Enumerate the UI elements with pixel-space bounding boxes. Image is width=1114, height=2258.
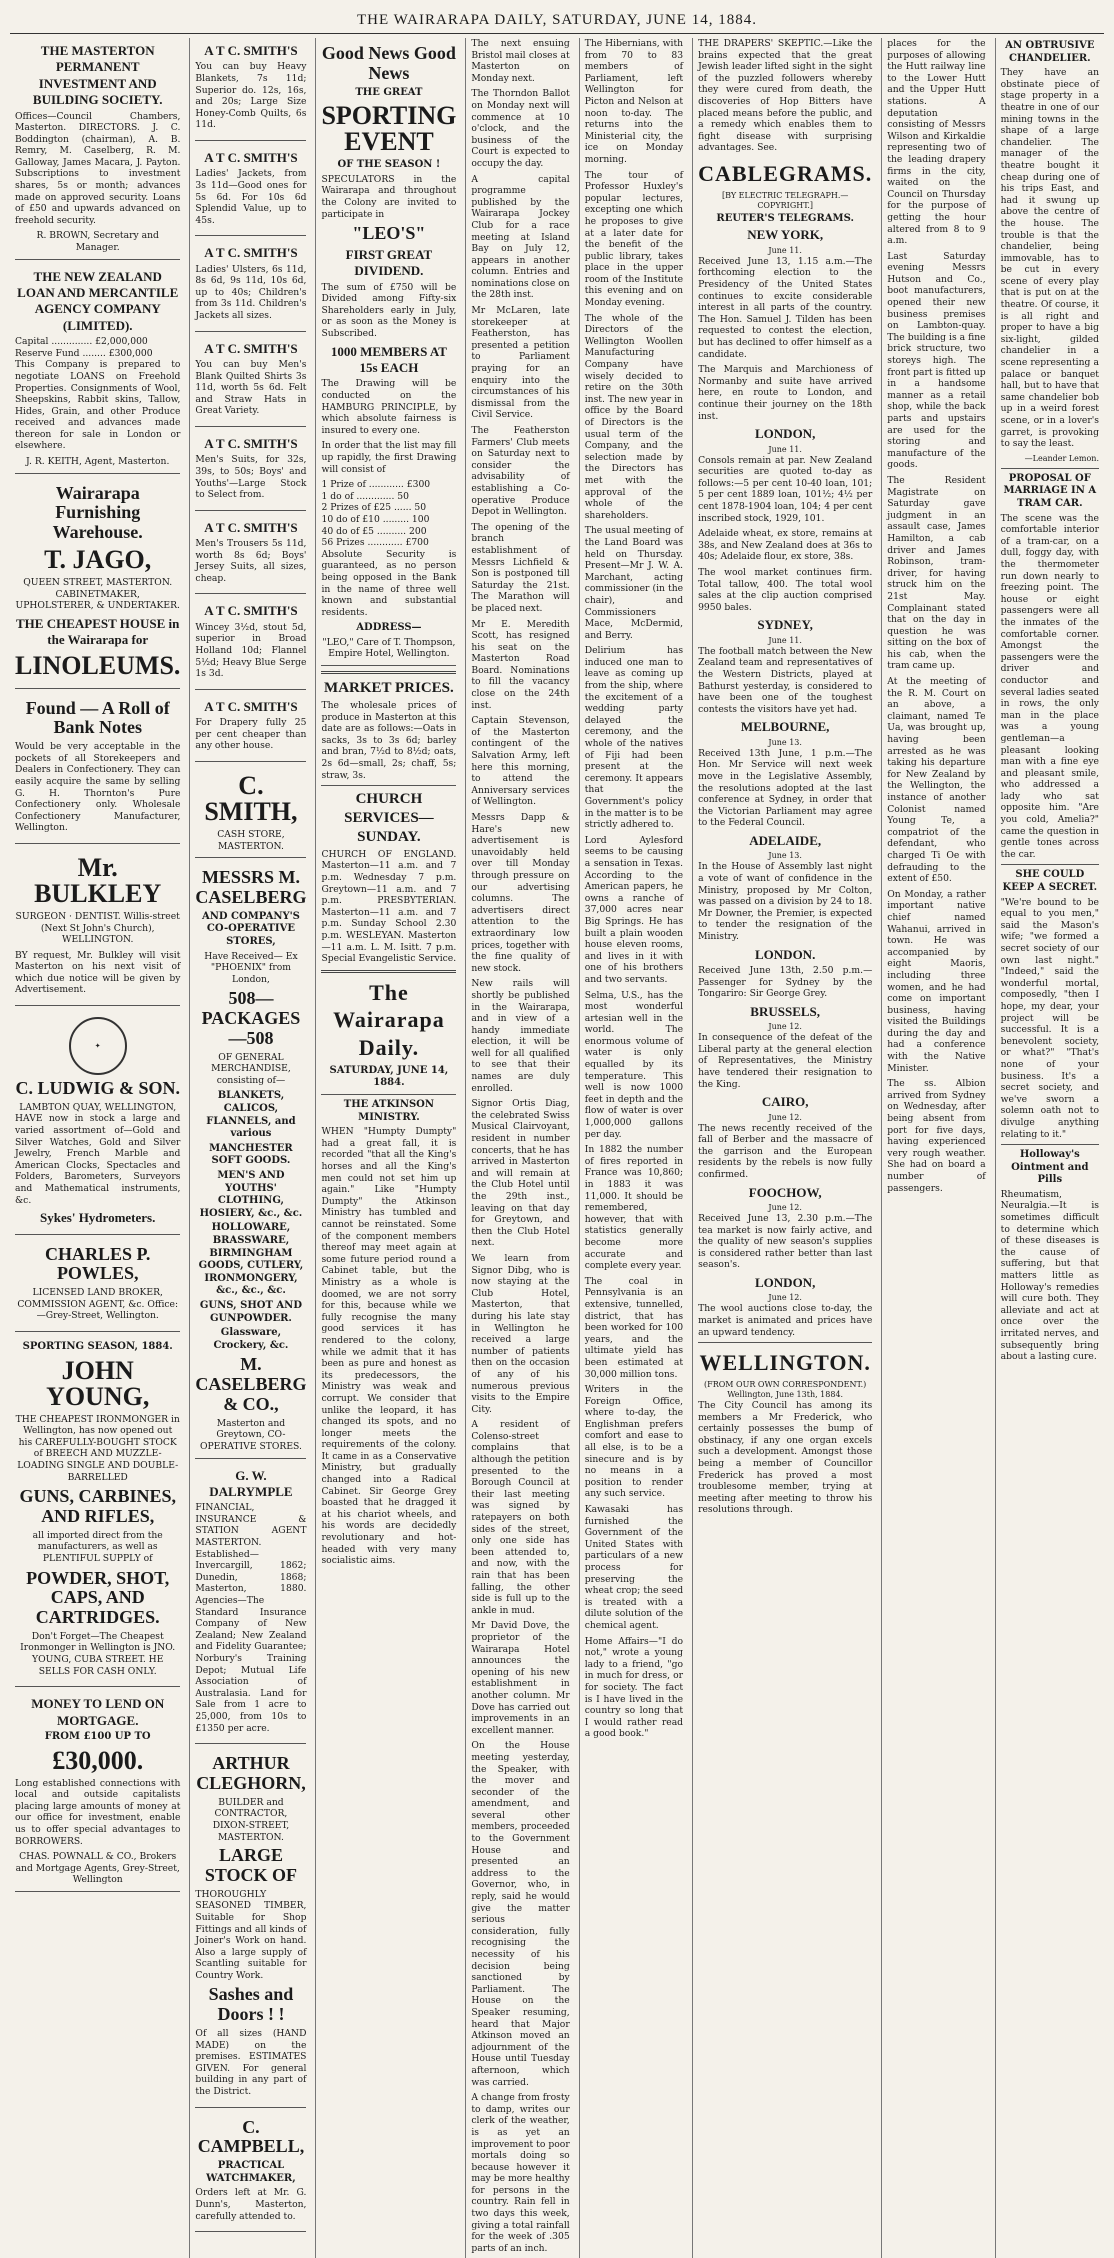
news-paragraph: Last Saturday evening Messrs Hutson and Co., boot manufacturers, opened their new business premises on Lambton-quay. The building is a fine brick structure, two storeys high. The front part is fitted up in a handsome manner as a retail shop, while the back parts and upstairs are used for the storing and manufacture of the goods. xyxy=(887,250,986,471)
dateline-date: June 12. xyxy=(768,1202,802,1212)
news-paragraph: The whole of the Directors of the Wellington Woollen Manufacturing Company have wisely decided to retire on the 30th inst. The new year in office by the Board of Directors is the usual term of the Company, and the selection made by the Directors has met with the approval of the whole of the shareholders. xyxy=(584,312,684,521)
cable-paragraph: In the House of Assembly last night a vote of want of confidence in the Ministry, proposed by Mr Colton, was passed on a division by 24 to 18. Mr Downer, the Premier, is expected to tender the resignation of the Ministry. xyxy=(698,861,873,942)
dateline-cairo: CAIRO, xyxy=(761,1094,809,1110)
ad-campbell xyxy=(195,2112,306,2233)
article-body: They have an obstinate piece of stage property in a theatre in one of our mining towns in the shape of a large chandelier. The manager of the theatre bought it cheap during one of his trips East, and had it swung up above the centre of the house. The trouble is that the chandelier, being immovable, has to be cut in every scene of every play that is put on at the theatre. Of course, it is all right and proper to have a big six-light, gilded chandelier in a scene representing a palace or banquet hall, but to have that same chandelier bob up in a weird forest scene, or in a lover's garret, is provoking to say the least. xyxy=(1000,67,1099,450)
ad-powles xyxy=(15,1239,180,1332)
ad-product: POWDER, SHOT, CAPS, AND CARTRIDGES. xyxy=(26,1567,170,1628)
ad-body: Orders left at Mr. G. Dunn's, Masterton, carefully attended to. xyxy=(195,2187,307,2222)
column-8 xyxy=(995,38,1104,2258)
ad-body: Would be very acceptable in the pockets of all Storekeepers and Dealers in Confectionery. They can easily acquire the same by selling G. H. Thornton's Pure Confectionery only. Wholesale Confectionery Manufacturer, Wellington. xyxy=(15,741,181,834)
news-paragraph: The Featherston Farmers' Club meets on Saturday next to consider the advisability of establishing a Co-operative Produce Depot in Wellington. xyxy=(471,425,570,518)
ad-body: Wincey 3½d, stout 5d, superior in Broad Holland 10d; Flannel 5½d; Heavy Blue Serge 1s 3d. xyxy=(195,621,307,680)
ad-list-item: HOLLOWARE, BRASSWARE, BIRMINGHAM GOODS, CUTLERY, IRONMONGERY, &c., &c., &c. xyxy=(198,1222,304,1297)
ad-heading: A T C. SMITH'S xyxy=(204,435,298,451)
ad-body: Absolute Security is guaranteed, as no person being opposed in the Bank in the name of three well known and substantial residents. xyxy=(321,548,457,618)
ad-smith-ulsters xyxy=(195,240,306,331)
ad-list-item: BLANKETS, CALICOS, FLANNELS, and various xyxy=(206,1090,296,1140)
wellington-date: Wellington, June 13th, 1884. xyxy=(727,1390,844,1400)
dateline-foochow: FOOCHOW, xyxy=(748,1184,822,1200)
ad-heading: A T C. SMITH'S xyxy=(204,519,298,535)
ad-smith-blankets xyxy=(195,38,306,141)
ad-money-to-lend xyxy=(15,1691,180,1892)
cable-paragraph: Adelaide wheat, ex store, remains at 38s, and New Zealand does at 36s to 40s; Adelaide flour, ex store, 38s. xyxy=(698,528,873,563)
news-paragraph: The tour of Professor Huxley's popular lectures, excepting one which he proposes to give at a later date for the benefit of the public library, takes place in the upper room of the Institute this evening and on Monday evening. xyxy=(584,169,684,309)
ad-name: G. W. DALRYMPLE xyxy=(209,1467,293,1499)
ad-body: The sum of £750 will be Divided among Fifty-six Shareholders early in July, or as soon as the Money is Subscribed. xyxy=(321,281,457,340)
ad-product: Sashes and Doors ! ! xyxy=(208,1984,294,2025)
news-paragraph: The opening of the branch establishment of Messrs Lichfield & Son is postponed till Saturday the 21st. The Marathon will be placed next. xyxy=(471,521,570,614)
ad-caselberg xyxy=(195,862,306,1458)
dateline-london: LONDON. xyxy=(755,946,816,962)
seal-emblem-icon: ✦ xyxy=(69,1017,127,1075)
ad-heading: Good News Good News xyxy=(321,43,456,83)
ad-signature: CHAS. POWNALL & CO., Brokers and Mortgage Agents, Grey-Street, Wellington xyxy=(15,1851,180,1886)
ad-body: You can buy Heavy Blankets, 7s 11d; Superior do. 12s, 16s, and 20s; Large Size Honey-Comb Quilts, 6s 11d. xyxy=(195,61,307,131)
ad-body: Of all sizes (HAND MADE) on the premises. ESTIMATES GIVEN. For general building in any part of the District. xyxy=(195,2028,307,2098)
prize-row: 1 do of ............. 50 xyxy=(321,490,409,502)
ad-address: "LEO," Care of T. Thompson, Empire Hotel, Wellington. xyxy=(322,636,456,660)
ad-amount: £30,000. xyxy=(52,1745,144,1775)
wellington-heading: WELLINGTON. xyxy=(699,1350,871,1376)
ad-subheading: THE GREAT xyxy=(355,86,423,98)
ad-name: ARTHUR CLEGHORN, xyxy=(196,1753,306,1793)
ad-list-item: GUNS, SHOT AND GUNPOWDER. xyxy=(199,1299,302,1324)
news-paragraph: A capital programme published by the Wairarapa Jockey Club for a race meeting at Island Bay on July 12, appears in another column. Entries and nominations close on the 28th inst. xyxy=(471,173,570,301)
ad-body: OF GENERAL MERCHANDISE, consisting of— xyxy=(211,1051,291,1086)
news-paragraph: Mr David Dove, the proprietor of the Wairarapa Hotel announces the opening of his new establishment in another column. Mr Dove has carried out improvements in an excellent manner. xyxy=(471,1620,570,1736)
article-heading: SHE COULD KEEP A SECRET. xyxy=(1002,869,1098,894)
cablegrams-agency: REUTER'S TELEGRAMS. xyxy=(716,212,854,224)
ad-smith-store xyxy=(195,766,306,858)
news-paragraph: The coal in Pennsylvania is an extensive, tunnelled, district, that has been worked for 100 years, and the ultimate yield has been estimated at 30,000 million tons. xyxy=(584,1275,684,1380)
dateline-brussels: BRUSSELS, xyxy=(750,1003,821,1019)
ad-heading: LARGE STOCK OF xyxy=(204,1845,298,1885)
ad-body: FINANCIAL, INSURANCE & STATION AGENT MASTERTON. Established—Invercargill, 1862; Dunedin, 1868; Masterton, 1880. Agencies—The Standard Insurance Company of New Zealand; New Zealand and Fidelity Guarantee; Norbury's Training Depot; Mutual Life Association of Australasia. Land for Sale from 1 acre to 25,000, from 10s to £1350 per acre. xyxy=(195,1502,307,1734)
column-2 xyxy=(189,38,311,2258)
news-paragraph: A resident of Colenso-street complains that although the petition presented to the Borough Council at their last meeting was signed by ratepayers on both sides of the street, only one side has been attended to, and now, with the rain that has been falling, the other side is full up to the ankle in mud. xyxy=(471,1419,570,1616)
prize-row: 10 do of £10 ......... 100 xyxy=(321,513,430,525)
news-paragraph: Home Affairs—"I do not," wrote a young lady to a friend, "go in much for dress, or for society. The fact is I have lived in the country so long that I would rather read a good book." xyxy=(584,1635,684,1740)
columns xyxy=(10,38,1104,2254)
dateline-date: June 13. xyxy=(768,851,802,861)
ad-smith-wincey xyxy=(195,598,306,689)
cablegrams-subheading: [BY ELECTRIC TELEGRAPH.—COPYRIGHT.] xyxy=(721,190,849,210)
ad-loan-agency xyxy=(15,264,180,474)
ad-cleghorn xyxy=(195,1748,306,2107)
ad-list-item: MEN'S AND YOUTHS' CLOTHING, HOSIERY, &c., &c. xyxy=(199,1170,303,1219)
ad-from: FROM £100 UP TO xyxy=(44,1731,151,1743)
news-paragraph: At the meeting of the R. M. Court on an above, a claimant, named Te Ua, was brought up, having been arrested as he was taking his departure for New Zealand by the Wellington, the instance of another Colonist named Young Te, a compatriot of the defendant, who charged Ti Oe with defrauding to the extent of £50. xyxy=(887,676,986,885)
ad-body: You can buy Men's Blank Quilted Shirts 3s 11d, worth 5s 6d. Felt and Straw Hats in Great Variety. xyxy=(195,359,307,417)
news-paragraph: Mr E. Meredith Scott, has resigned his seat on the Masterton Road Board. Nominations to fill the vacancy close on the 24th inst. xyxy=(471,618,570,711)
cable-paragraph: The wool market continues firm. Total tallow, 400. The total wool sales at the clip auction comprised 9950 bales. xyxy=(698,566,873,613)
article-heading: AN OBTRUSIVE CHANDELIER. xyxy=(1005,40,1095,64)
ad-name: CHARLES P. POWLES, xyxy=(45,1243,151,1284)
ad-body: For Drapery fully 25 per cent cheaper than any other house. xyxy=(195,717,307,752)
cable-paragraph: The football match between the New Zealand team and representatives of the Western Districts, played at Bathurst yesterday, is considered to have been one of the toughest contests the visitors have yet had. xyxy=(698,645,873,715)
news-paragraph: Messrs Dapp & Hare's new advertisement is unavoidably held over till Monday through pressure on our advertising columns. The advertisers direct attention to the extraordinary low prices, together with the fine quality of new stock. xyxy=(471,812,570,974)
news-paragraph: places for the purposes of allowing the Hutt railway line to the Lower Hutt and the Upper Hutt stations. A deputation consisting of Messrs Wilson and Kirkaldie representing two of the leading drapery firms in the city, waited on the Council on Thursday for the purpose of getting the hour altered from 8 to 9 a.m. xyxy=(887,38,986,247)
column-5 xyxy=(579,38,688,2258)
ad-name: "LEO'S" xyxy=(352,223,426,244)
ad-body: LICENSED LAND BROKER, COMMISSION AGENT, &c. Office:—Grey-Street, Wellington. xyxy=(17,1287,179,1322)
ad-heading: A T C. SMITH'S xyxy=(204,43,298,58)
market-prices-heading: MARKET PRICES. xyxy=(324,680,454,697)
dateline-date: June 11. xyxy=(768,245,802,255)
leader-body: WHEN "Humpty Dumpty" had a great fall, it is recorded "that all the King's horses and all the King's men could not set him up again." Like "Humpty Dumpty" the Atkinson Ministry has tumbled and cannot be reinstated. Some of the component members thereof may meet again at some future period round a Cabinet table, but the Ministry as a whole is doomed, we are not sorry for this, because while we fully recognise the many good services it has rendered to the colony, while we admit that it has been as pure and honest as its predecessors, the Ministry was weak and corrupt. We consider that unlike the leopard, it has changed its spots, and no longer meets the requirements of the colony. It came in as a Conservative Ministry, but gradually changed into a Radical Cabinet. Sir George Grey boasted that he dragged it at his chariot wheels, and his words are decidedly revolutionary and hot-headed with very many socialistic aims. xyxy=(321,1126,457,1567)
ad-dentist xyxy=(15,848,180,1006)
ad-name: C. SMITH, xyxy=(204,770,298,826)
news-paragraph: Delirium has induced one man to leave as coming up from the ship, where the excitement of a wedding party delayed the ceremony, and the whole of the natives of Fiji had been present at the ceremony. It appears that the Government's policy in the matter is to be strictly adhered to. xyxy=(584,645,684,831)
news-paragraph: In 1882 the number of fires reported in France was 10,860; in 1883 it was 11,000. It should be remembered, however, that with statistics generally become more accurate and complete every year. xyxy=(584,1144,684,1272)
ad-body: Long established connections with local and outside capitalists placing large amounts of money at our office for investment, enable us to offer special advantages to BORROWERS. xyxy=(15,1777,181,1847)
ad-body: Men's Suits, for 32s, 39s, to 50s; Boys' and Youths'—Large Stock to Select from. xyxy=(195,454,307,501)
article-heading: PROPOSAL OF MARRIAGE IN A TRAM CAR. xyxy=(1003,472,1097,510)
ad-body: THE CHEAPEST IRONMONGER in Wellington, has now opened out his CAREFULLY-BOUGHT STOCK of BREECH AND MUZZLE-LOADING SINGLE AND DOUBLE-BARRELLED xyxy=(15,1413,180,1483)
wellington-paragraph: The City Council has among its members a Mr Frederick, who certainly possesses the bump of obstinacy, if any one organ excels such a development. Amongst those being a member of Councillor Frederick has proved a most troublesome member, trying at meeting after meeting to throw his resolutions through. xyxy=(698,1400,873,1516)
dateline-london: LONDON, xyxy=(755,426,816,442)
ad-smith-trousers xyxy=(195,515,306,595)
ad-footer: Don't Forget—The Cheapest Ironmonger in Wellington is JNO. YOUNG, CUBA STREET. HE SELLS FOR CASH ONLY. xyxy=(20,1630,176,1677)
dateline-london: LONDON, xyxy=(755,1275,816,1290)
dateline-date: June 13. xyxy=(768,737,802,747)
ad-list-item: Glassware, Crockery, &c. xyxy=(213,1327,289,1351)
ad-subheading: FIRST GREAT DIVIDEND. xyxy=(345,246,433,279)
ad-list-item: MANCHESTER SOFT GOODS. xyxy=(209,1142,293,1167)
news-paragraph: The next ensuing Bristol mail closes at Masterton on Monday next. xyxy=(471,38,570,84)
ad-heading: A T C. SMITH'S xyxy=(204,245,298,261)
article-body: The scene was the comfortable interior of a tram-car, on a dull, foggy day, with the thermometer run down nearly to freezing point. The house or eight passengers were all the inmates of the comfortable corner. Amongst the passengers were the driver and conductor and several ladies seated in rows, the only man in the place was a young gentleman—a pleasant looking man with a fine eye and pleasant smile, who addressed a lady who sat opposite him. "Are you cold, Amelia?" came the question in gentle tones across the car. xyxy=(1000,512,1099,860)
dateline-melbourne: MELBOURNE, xyxy=(740,719,830,735)
ad-signature: J. R. KEITH, Agent, Masterton. xyxy=(26,456,170,468)
column-7 xyxy=(881,38,990,2258)
market-prices-body: The wholesale prices of produce in Masterton at this date are as follows:—Oats in sacks, 3s to 3s 6d; barley and bran, 7½d to 8½d; oats, 2s 6d—small, 2s; chaff, 5s; straw, 3s. xyxy=(321,699,457,781)
dateline-adelaide: ADELAIDE, xyxy=(749,832,822,848)
news-paragraph: A change from frosty to damp, writes our clerk of the weather, is as yet an improvement to poor mortals doing so because however it may be more healthy for persons in the country. Rain fell in two days this week, giving a total rainfall for the week of .305 parts of an inch. xyxy=(471,2092,570,2254)
news-paragraph: The usual meeting of the Land Board was held on Thursday. Present—Mr J. W. A. Marchant, acting commissioner (in the chair), and Commissioners Mace, McDermid, and Berry. xyxy=(584,525,684,641)
news-paragraph: Signor Ortis Diag, the celebrated Swiss Musical Clairvoyant, resident in number concerts, that he has arrived in Masterton and will remain at the Club Hotel until the 29th inst., leaving on that day for Greytown, and then the Club Hotel next. xyxy=(471,1098,570,1249)
cable-paragraph: The wool auctions close to-day, the market is animated and prices have an upward tendency. xyxy=(698,1303,873,1338)
ad-agency: Sykes' Hydrometers. xyxy=(40,1210,156,1226)
church-services-body: CHURCH OF ENGLAND. Masterton—11 a.m. and 7 p.m. Wednesday 7 p.m. Greytown—11 a.m. and 7 p.m. PRESBYTERIAN. Masterton—11 a.m. and 7 p.m. Sunday School 2.30 p.m. WESLEYAN. Masterton—11 a.m. L. M. Isitt. 7 p.m. Special Evangelistic Service. xyxy=(321,848,457,965)
article-body: "We're bound to be equal to you men," said the Mason's wife; "we formed a secret society of our own last night." "Indeed," said the wonderful mortal, composedly, "then I hope, my dear, your project will be successful. It is a benevolent society, or what?" "That's none of your business. It's a secret society, and we've sworn a solemn oath not to divulge anything relating to it." xyxy=(1000,896,1099,1140)
wellington-subheading: (FROM OUR OWN CORRESPONDENT.) xyxy=(704,1379,867,1389)
ad-heading: A T C. SMITH'S xyxy=(204,698,298,714)
ad-heading: A T C. SMITH'S xyxy=(204,149,298,165)
prize-row: 40 do of £5 .......... 200 xyxy=(321,525,427,537)
ad-name: JOHN YOUNG, xyxy=(46,1355,150,1411)
ad-heading: Holloway's Ointment and Pills xyxy=(1011,1149,1089,1186)
prize-note: In order that the list may fill up rapidly, the first Drawing will consist of xyxy=(321,440,457,475)
dateline-new-york: NEW YORK, xyxy=(747,227,824,243)
prize-row: 1 Prize of ............ £300 xyxy=(321,479,431,491)
ad-ludwig xyxy=(15,1010,180,1235)
masthead xyxy=(10,6,1104,34)
ad-note: BY request, Mr. Bulkley will visit Masterton on his next visit of which due notice will be given by Advertisement. xyxy=(15,949,181,996)
ad-address: CASH STORE, MASTERTON. xyxy=(217,828,285,852)
leader-heading: THE ATKINSON MINISTRY. xyxy=(343,1099,435,1123)
news-paragraph: Selma, U.S., has the most wonderful artesian well in the world. The enormous volume of water is only equalled by its temperature. This well is now 1000 feet in depth and the flow of water is over 1,000,000 gallons per day. xyxy=(584,989,684,1140)
ad-smith-jackets xyxy=(195,145,306,236)
dateline-sydney: SYDNEY, xyxy=(757,617,813,633)
ad-body: QUEEN STREET, MASTERTON. CABINETMAKER, UPHOLSTERER, & UNDERTAKER. xyxy=(15,577,180,612)
news-paragraph: THE DRAPERS' SKEPTIC.—Like the brains expected that the great Jewish leader lifted sight in the sight of the puzzled followers whereby they were cured from death, the discoveries of Hop Bitters have placed means before the public, and a remedy which enables them to fight disease with surprising advantages. See. xyxy=(698,38,873,154)
news-paragraph: Lord Aylesford seems to be causing a sensation in Texas. According to the American papers, he owns a ranche of 37,000 acres near Big Springs. He has built a plain wooden house eleven rooms, and lives in it with one of his brothers and two servants. xyxy=(584,834,684,985)
ad-heading: Found — A Roll of Bank Notes xyxy=(25,697,170,738)
ad-name: C. CAMPBELL, xyxy=(197,2116,305,2157)
ad-heading: A T C. SMITH'S xyxy=(204,603,298,619)
ad-furnishing xyxy=(15,478,180,689)
news-paragraph: The Hibernians, with from 70 to 83 members of Parliament, left Wellington for Picton and Nelson at noon to-day. The returns into the Ministerial city, the ice on Monday morning. xyxy=(584,38,684,165)
column-4 xyxy=(465,38,574,2258)
news-paragraph: We learn from Signor Dibg, who is now staying at the Club Hotel, Masterton, that during his late stay in Wellington he received a large number of patients then on the occasion of any of his numerous previous visits to the Empire City. xyxy=(471,1252,570,1415)
ad-product: LINOLEUMS. xyxy=(15,650,181,680)
news-paragraph: The ss. Albion arrived from Sydney on Wednesday, after being absent from port for five days, having experienced very rough weather. She had on board a number of passengers. xyxy=(887,1078,986,1194)
masthead-title: THE WAIRARAPA DAILY, SATURDAY, JUNE 14, 1884. xyxy=(357,12,757,28)
ad-season: SPORTING SEASON, 1884. xyxy=(22,1340,173,1352)
dateline-date: June 11. xyxy=(768,635,802,645)
ad-subheading: AND COMPANY'S CO-OPERATIVE STORES, xyxy=(201,910,300,947)
ad-heading: Wairarapa Furnishing Warehouse. xyxy=(52,482,143,543)
column-1 xyxy=(10,38,185,2258)
news-paragraph: Captain Stevenson, of the Masterton contingent of the Salvation Army, left here this morning, to attend the Anniversary services of Wellington. xyxy=(471,715,570,808)
cable-paragraph: The Marquis and Marchioness of Normanby and suite have arrived here, en route to London, and continue their journey on the 18th inst. xyxy=(698,364,873,422)
ad-smith-drapery xyxy=(195,694,306,762)
ad-address: Masterton and Greytown, CO-OPERATIVE STORES. xyxy=(199,1417,302,1452)
ad-bank-notes xyxy=(15,693,180,844)
news-paragraph: On the House meeting yesterday, the Speaker, with the mover and seconder of the amendment, and several other members, proceeded to the Government House and presented an address to the Governor, who, in reply, said he would give the matter serious consideration, fully recognising the necessity of his decision being sanctioned by Parliament. The House on the Speaker resuming, heard that Major Atkinson moved an adjournment of the House until Tuesday afternoon, which was carried. xyxy=(471,1740,570,2088)
ad-body: This Company is prepared to negotiate LOANS on Freehold Properties. Consignments of Wool, Sheepskins, Rabbit skins, Tallow, Hides, Grain, and other Produce received and advances made thereon for sale in London or elsewhere. xyxy=(15,359,181,452)
cablegrams-heading: CABLEGRAMS. xyxy=(698,160,873,186)
news-paragraph: The Thorndon Ballot on Monday next will commence at 10 o'clock, and the business of the Court is expected to occupy the day. xyxy=(471,88,570,169)
ad-address: LAMBTON QUAY, WELLINGTON, xyxy=(19,1101,177,1113)
ad-body: Men's Trousers 5s 11d, worth 8s 6d; Boys' Jersey Suits, all sizes, cheap. xyxy=(195,538,307,584)
article-signature: —Leander Lemon. xyxy=(1024,453,1099,463)
ad-john-young xyxy=(15,1336,180,1687)
news-paragraph: Kawasaki has furnished the Government of the United States with particulars of a new process for preserving the wheat crop; the seed is treated with a dilute solution of the chemical agent. xyxy=(584,1504,684,1631)
ad-body: BUILDER and CONTRACTOR, DIXON-STREET, MASTERTON. xyxy=(212,1796,290,1843)
ad-name: Mr. BULKLEY xyxy=(34,852,162,908)
prize-list xyxy=(321,479,456,549)
ad-name: T. JAGO, xyxy=(44,545,152,575)
ad-body: THOROUGHLY SEASONED TIMBER, Suitable for Shop Fittings and all kinds of Joiner's Work on hand. Also a large supply of Scantling suitable for Country Work. xyxy=(195,1888,307,1981)
dateline-date: June 12. xyxy=(768,1293,802,1303)
ad-tagline: THE CHEAPEST HOUSE in the Wairarapa for xyxy=(16,615,180,648)
cable-paragraph: In consequence of the defeat of the Liberal party at the general election of Representatives, the Ministry have tendered their resignation to the King. xyxy=(698,1032,873,1090)
cable-paragraph: The news recently received of the fall of Berber and the massacre of the garrison and the European residents by the rebels is now fully confirmed. xyxy=(698,1122,873,1180)
paper-title: The Wairarapa Daily. xyxy=(333,979,445,1061)
ad-heading: A T C. SMITH'S xyxy=(204,340,298,356)
column-3 xyxy=(315,38,461,2258)
church-services-heading: CHURCH SERVICES—SUNDAY. xyxy=(344,791,434,845)
ad-product: GUNS, CARBINES, AND RIFLES, xyxy=(19,1486,176,1526)
ad-leo-sweep xyxy=(321,38,456,666)
dateline-date: June 12. xyxy=(768,1112,802,1122)
news-paragraph: Mr McLaren, late storekeeper at Featherston, has presented a petition to Parliament praying for an enquiry into the circumstances of his dismissal from the Civil Service. xyxy=(471,305,570,421)
ad-name: C. LUDWIG & SON. xyxy=(15,1078,180,1099)
dateline-date: June 11. xyxy=(768,444,802,454)
ad-body: SURGEON · DENTIST. Willis-street (Next St John's Church), WELLINGTON. xyxy=(15,910,180,946)
news-paragraph: Writers in the Foreign Office, where to-day, the Englishman prefers comfort and ease to all else, is to be a sinecure and is by no means in a position to render any such service. xyxy=(584,1384,684,1500)
ad-heading: MESSRS M. CASELBERG xyxy=(195,867,307,907)
ad-capital: Capital .............. £2,000,000 xyxy=(15,336,148,348)
ad-body: Ladies' Jackets, from 3s 11d—Good ones for 5s 6d. For 10s 6d Splendid Value, up to 45s. xyxy=(195,168,307,226)
ad-smith-suits xyxy=(195,431,306,511)
ad-body: Rheumatism, Neuralgia.—It is sometimes difficult to determine which of these diseases is the cause of suffering, but that matters little as Holloway's remedies will cure both. They alleviate and act at once over the irritated nerves, and subsequently bring about a lasting cure. xyxy=(1000,1188,1099,1363)
cable-paragraph: Received June 13, 2.30 p.m.—The tea market is now fairly active, and the quality of new season's supplies is considered rather better than last season's. xyxy=(698,1213,873,1271)
ad-body: all imported direct from the manufacturers, as well as PLENTIFUL SUPPLY of xyxy=(32,1529,163,1564)
ad-subheading: OF THE SEASON ! xyxy=(337,159,441,171)
prize-row: 2 Prizes of £25 ...... 50 xyxy=(321,502,427,514)
cable-paragraph: Received June 13, 1.15 a.m.—The forthcoming election to the Presidency of the United States continues to excite considerable interest in all parts of the country. The Hon. Samuel J. Tilden has been requested to contest the election, but has declined to offer himself as a candidate. xyxy=(698,255,873,360)
ad-building-society xyxy=(15,38,180,260)
ad-body: HAVE now in stock a large and varied assortment of—Gold and Silver Watches, Gold and Silver Jewelry, French Marble and American Clocks, Spectacles and Folders, Barometers, Surveyors and Mathematical instruments, &c. xyxy=(15,1113,181,1206)
ad-heading: THE NEW ZEALAND LOAN AND MERCANTILE AGENCY COMPANY (LIMITED). xyxy=(17,268,179,333)
news-paragraph: New rails will shortly be published in the Wairarapa, and in view of a handy immediate election, it will be well for all qualified to see that their names are duly enrolled. xyxy=(471,978,570,1094)
ad-heading: MONEY TO LEND ON MORTGAGE. xyxy=(31,1696,165,1728)
ad-body: The Drawing will be conducted on the HAMBURG PRINCIPLE, by which absolute fairness is insured to every one. xyxy=(321,378,457,436)
ad-smith-shirts xyxy=(195,336,306,427)
ad-reserve: Reserve Fund ........ £300,000 xyxy=(15,347,153,359)
ad-body: Offices—Council Chambers, Masterton. DIRECTORS. J. C. Boddington (chairman), A. B. Remry, M. Caselberg, R. M. Galloway, James Macara, J. Payton. Subscriptions to investment shares, 5s or month; advances made on approved security. Loans of £50 and upwards advanced on freehold security. xyxy=(15,110,181,226)
paper-date: SATURDAY, JUNE 14, 1884. xyxy=(329,1064,449,1089)
ad-signature: M. CASELBERG & CO., xyxy=(195,1354,307,1414)
ad-address-label: ADDRESS— xyxy=(356,622,422,634)
ad-signature: R. BROWN, Secretary and Manager. xyxy=(36,230,159,254)
ad-body: Ladies' Ulsters, 6s 11d, 8s 6d, 9s 11d, 10s 6d, up to 40s; Children's from 3s 11d. Children's Jackets all sizes. xyxy=(195,263,307,322)
news-paragraph: On Monday, a rather important native chief named Wahanui, arrived in town. He was accompanied by eight Maoris, including three women, and he had come on important business, having visited the Buildings during the day and had a conference with the Native Minister. xyxy=(887,888,986,1074)
prize-total: 56 Prizes ............ £700 xyxy=(321,537,429,549)
news-paragraph: The Resident Magistrate on Saturday gave judgment in an assault case, James Hamilton, a cab driver and James Robinson, tram-driver, for having struck him on the 21st May. Complainant stated that on the day in question he was sitting on the box of his cab, when the tram came up. xyxy=(887,474,986,672)
cable-paragraph: Received June 13th, 2.50 p.m.—Passenger for Sydney by the Tongariro: Sir George Grey. xyxy=(698,964,873,1000)
dateline-date: June 12. xyxy=(768,1022,802,1032)
ad-body: SPECULATORS in the Wairarapa and throughout the Colony are invited to participate in xyxy=(321,173,457,220)
ad-heading: THE MASTERTON PERMANENT INVESTMENT AND BUILDING SOCIETY. xyxy=(32,43,163,108)
ad-members: 1000 MEMBERS AT 15s EACH xyxy=(330,343,447,376)
cable-paragraph: Received 13th June, 1 p.m.—The Hon. Mr Service will next week move in the Legislative Assembly, the resolutions adopted at the last conference at Sydney, in order that the Victorian Parliament may agree to the Federal Council. xyxy=(698,747,873,829)
column-6 xyxy=(692,38,877,2258)
ad-dalrymple xyxy=(195,1463,306,1745)
ad-packages: 508—PACKAGES—508 xyxy=(201,988,301,1048)
cable-paragraph: Consols remain at par. New Zealand securities are quoted to-day as follows:—5 per cent 10-40 loan, 101; 5 per cent 1889 loan, 101½; 4½ per cent 1878-1904 loan, 104; 4 per cent inscribed stock, 1929, 101. xyxy=(698,454,873,524)
ad-trade: PRACTICAL WATCHMAKER, xyxy=(206,2160,296,2184)
ad-body: Have Received— Ex "PHOENIX" from London, xyxy=(204,950,298,985)
ad-title: SPORTING EVENT xyxy=(321,101,457,157)
